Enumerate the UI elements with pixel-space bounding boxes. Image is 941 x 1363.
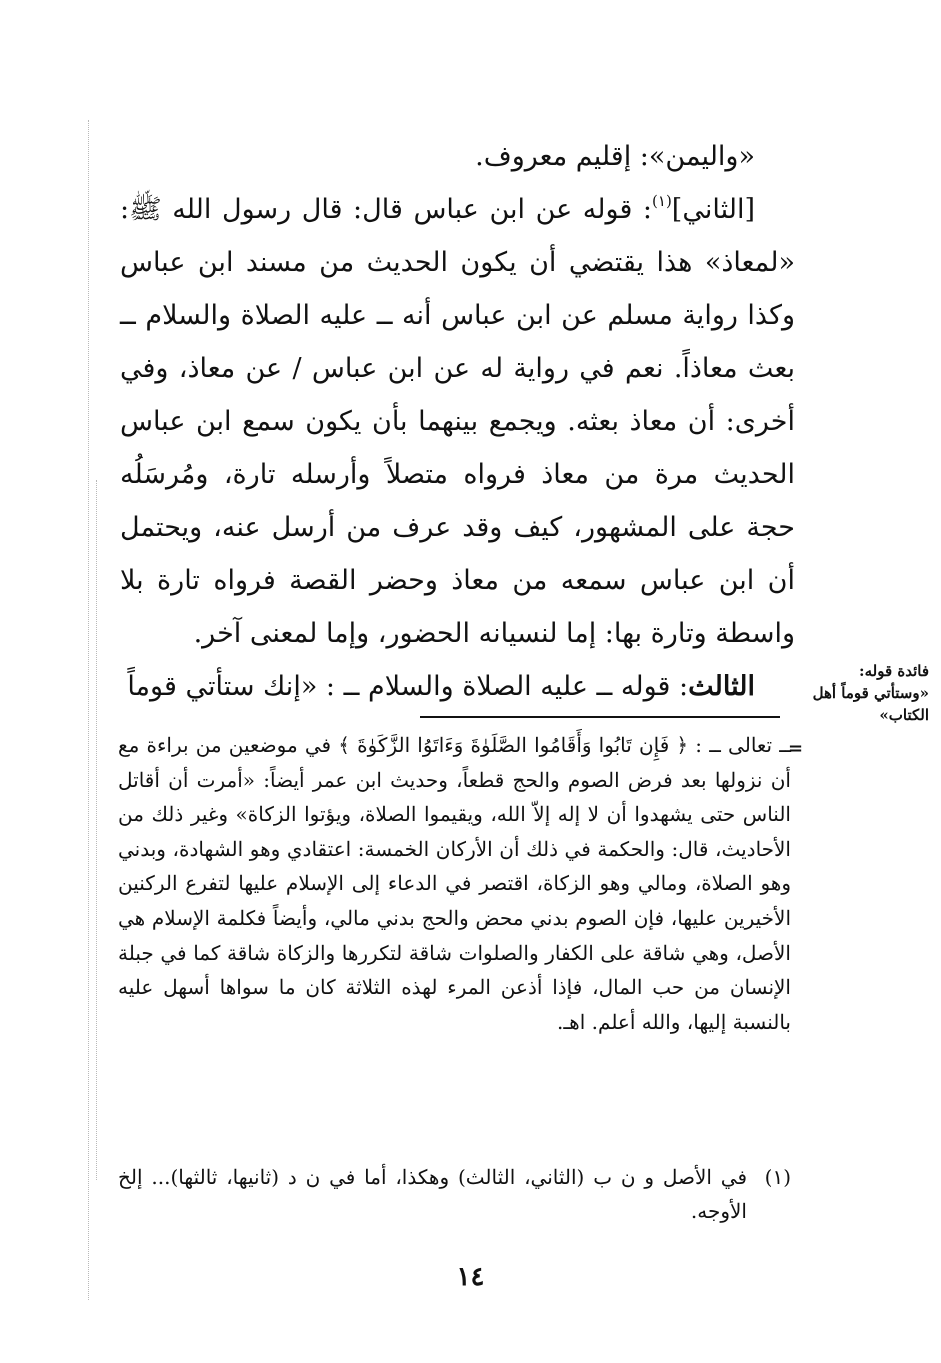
commentary-separator	[420, 716, 780, 718]
third-text: : قوله ــ عليه الصلاة والسلام ــ : «إنك ستأتي قوماً	[127, 671, 689, 702]
margin-continuation-mark: =	[788, 738, 804, 759]
paragraph-second	[120, 183, 795, 660]
binding-margin-dots	[88, 120, 89, 1300]
third-label: الثالث	[688, 671, 755, 702]
binding-margin-dots-inner	[96, 480, 97, 1180]
footnote-text: في الأصل و ن ب (الثاني، الثالث) وهكذا، أما في ن د (ثانيها، ثالثها)... إلخ الأوجه.	[118, 1165, 747, 1223]
commentary-text: ــ تعالى ــ : ﴿ فَإِن تَابُوا وَأَقَامُوا الصَّلَوٰةَ وَءَاتَوُا الزَّكَوٰةَ ﴾ في موضعين من براءة مع أن نزولها بعد فرض الصوم والحج قطعاً، وحديث ابن عمر أيضاً: «أمرت أن أقاتل الناس حتى يشهدوا أن لا إله إلاّ الله، ويقيموا الصلاة، ويؤتوا الزكاة» وغير ذلك من الأحاديث، قال: والحكمة في ذلك أن الأركان الخمسة: اعتقادي وهو الشهادة، وبدني وهو الصلاة، ومالي وهو الزكاة، اقتصر في الدعاء إلى الإسلام عليها لتفرع الركنين الأخيرين عليها، فإن الصوم بدني محض والحج بدني مالي، وأيضاً فكلمة الإسلام هي الأصل، وهي شاقة على الكفار والصلوات شاقة لتكررها والزكاة شاقة كما في جبلة الإنسان من حب المال، فإذا أذعن المرء لهذه الثلاثة كان ما سواها أسهل عليه بالنسبة إليها، والله أعلم. اهـ.	[118, 733, 791, 1034]
footnote-number: (١)	[764, 1165, 791, 1189]
second-label: [الثاني]	[671, 194, 755, 225]
second-text: : قوله عن ابن عباس قال: قال رسول الله ﷺ: «لمعاذ» هذا يقتضي أن يكون الحديث من مسند ابن عباس وكذا رواية مسلم عن ابن عباس أنه ــ عليه الصلاة والسلام ــ بعث معاذاً. نعم في رواية له عن ابن عباس / عن معاذ، وفي أخرى: أن معاذ بعثه. ويجمع بينهما بأن يكون سمع ابن عباس الحديث مرة من معاذ فرواه متصلاً وأرسله تارة، ومُرسَلُه حجة على المشهور، كيف وقد عرف من أرسل عنه، ويحتمل أن ابن عباس سمعه من معاذ وحضر القصة فرواه تارة بلا واسطة وتارة بها: إما لنسيانه الحضور، وإما لمعنى آخر.	[120, 194, 795, 649]
footnote-marker: (١)	[652, 192, 672, 210]
footnote	[118, 1160, 791, 1228]
page-number: ١٤	[456, 1262, 485, 1292]
paragraph-yemen	[120, 130, 795, 183]
paragraph-third	[120, 660, 795, 713]
margin-note: فائدة قوله: «وستأتي قوماً أهل الكتاب»	[812, 662, 929, 724]
main-text	[120, 130, 795, 713]
paragraph-yemen-text: «واليمن»: إقليم معروف.	[475, 141, 755, 172]
